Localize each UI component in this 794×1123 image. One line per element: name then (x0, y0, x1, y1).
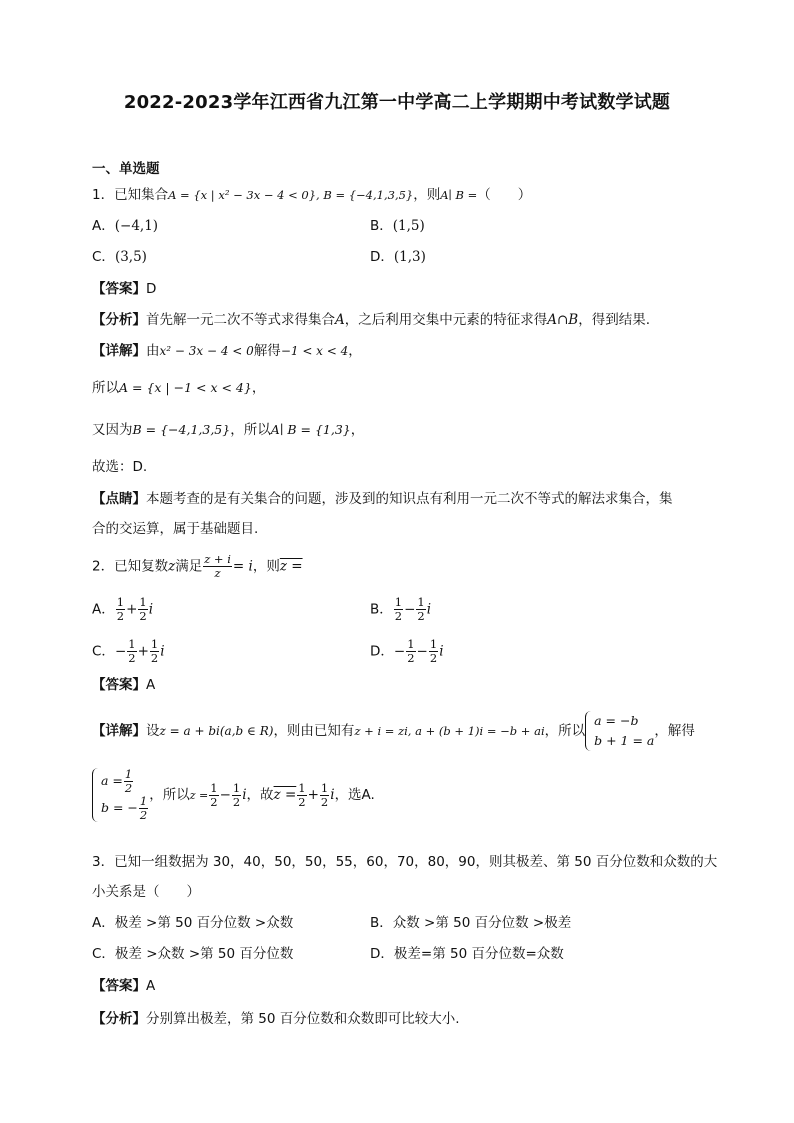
option-label: D． (370, 643, 394, 660)
operator: − (219, 787, 231, 803)
fraction (124, 768, 133, 795)
fraction (209, 782, 218, 809)
q1-stem-math: A = {x | x² − 3x − 4 < 0}, B = {−4,1,3,5} (168, 188, 414, 202)
fraction-denominator: 2 (232, 794, 241, 809)
q1-detail-line2 (92, 379, 265, 397)
fraction-denominator: 2 (116, 609, 125, 623)
detail-text: 所以 (92, 380, 119, 396)
q1-option-a-label: A． (92, 218, 115, 234)
q1-option-c (92, 248, 147, 266)
q1-detail-line3 (92, 421, 364, 439)
fraction (139, 795, 148, 822)
answer-tag: 【答案】 (92, 978, 146, 994)
q1-option-d-value: (1,3) (393, 249, 426, 265)
fraction-numerator: 1 (298, 780, 306, 795)
q1-option-b-label: B． (370, 218, 393, 234)
q1-stem-tail-math: A∣ B = (440, 188, 478, 202)
q2-detail (92, 711, 695, 751)
solution-row-b (101, 795, 149, 822)
analysis-math: A (335, 312, 345, 328)
equation-row: a = −b (594, 713, 639, 728)
fraction-numerator: z + i (204, 552, 231, 566)
fraction-denominator: 2 (210, 794, 218, 809)
operator: + (137, 643, 149, 660)
detail-text: ，故 (246, 787, 274, 803)
q1-option-b-value: (1,5) (392, 218, 425, 234)
fraction-numerator: 1 (417, 595, 425, 609)
fraction-numerator: 1 (116, 595, 125, 609)
analysis-text: 分别算出极差，第 50 百分位数和众数即可比较大小. (146, 1011, 460, 1027)
q2-option-b (370, 596, 431, 623)
imaginary-unit: i (439, 643, 444, 660)
fraction-numerator: 1 (320, 780, 329, 795)
q2-option-c (92, 638, 165, 665)
fraction-denominator: 2 (407, 651, 415, 665)
fraction-denominator: 2 (139, 808, 148, 822)
q1-answer (92, 280, 156, 298)
equation-system (585, 711, 654, 751)
detail-math: z = (189, 789, 209, 802)
q3-answer (92, 977, 155, 995)
q1-option-c-label: C． (92, 249, 115, 265)
imaginary-unit: i (242, 787, 247, 803)
q1-choose: 故选：D. (92, 459, 148, 475)
fraction-denominator: 2 (417, 609, 425, 623)
q1-option-c-value: (3,5) (114, 249, 147, 265)
imaginary-unit: i (148, 601, 154, 618)
q2-option-d (370, 638, 444, 665)
operator: + (126, 601, 138, 618)
fraction-numerator: 1 (139, 794, 148, 808)
solution-lhs: a = (101, 773, 123, 788)
q2-result (92, 768, 375, 822)
analysis-text: 首先解一元二次不等式求得集合 (146, 312, 335, 328)
brace (585, 711, 593, 751)
q1-stem-suffix: ，则 (413, 187, 441, 203)
analysis-text: ，之后利用交集中元素的特征求得 (344, 312, 548, 328)
detail-text: ，则由已知有 (273, 723, 355, 739)
fraction-denominator: 2 (150, 651, 159, 665)
operator: − (393, 643, 406, 660)
q1-stem-end: （ ） (477, 187, 532, 203)
solution-lhs: b = − (101, 800, 138, 815)
detail-math: A = {x | −1 < x < 4} (119, 380, 252, 395)
option-label: C． (92, 643, 115, 660)
detail-tag: 【详解】 (92, 343, 146, 359)
q1-option-d (370, 248, 426, 266)
equation-row: b + 1 = a (594, 733, 655, 748)
comment-tag: 【点睛】 (92, 491, 146, 507)
detail-math: −1 < x < 4 (280, 344, 349, 358)
fraction (416, 596, 425, 623)
q3-option-d: D．极差=第 50 百分位数=众数 (370, 946, 564, 962)
fraction-denominator: 2 (139, 609, 147, 623)
fraction-denominator: 2 (394, 609, 403, 623)
section-heading: 一、单选题 (92, 161, 160, 177)
imaginary-unit: i (426, 601, 432, 618)
q1-analysis (92, 311, 650, 329)
answer-tag: 【答案】 (92, 677, 146, 693)
fraction-denominator: 2 (128, 651, 136, 665)
q3-option-c: C．极差 >众数 >第 50 百分位数 (92, 946, 294, 962)
fraction (297, 782, 306, 809)
operator: − (416, 643, 428, 660)
answer-value: D (146, 281, 157, 297)
fraction-numerator: 1 (210, 780, 218, 795)
q1-option-a (92, 217, 158, 235)
q3-option-a: A．极差 >第 50 百分位数 >众数 (92, 915, 294, 931)
detail-text: ，所以 (544, 723, 586, 739)
fraction-denominator: 2 (320, 794, 329, 809)
solution-row-a (101, 768, 149, 795)
fraction (150, 638, 159, 665)
q2-stem-prefix: 2．已知复数 (92, 558, 169, 575)
q1-detail (92, 342, 362, 360)
q2-stem (92, 553, 303, 580)
detail-text: ，选A. (334, 787, 375, 803)
q3-option-b: B．众数 >第 50 百分位数 >极差 (370, 915, 572, 931)
fraction-denominator: 2 (429, 651, 438, 665)
comment-text: 本题考查的是有关集合的问题，涉及到的知识点有利用一元二次不等式的解法求集合，集 (146, 491, 673, 507)
fraction (127, 638, 136, 665)
detail-text: ，所以 (230, 422, 271, 438)
option-label: A． (92, 601, 115, 618)
fraction-numerator: 1 (139, 595, 147, 609)
detail-math: z + i = zi, a + (b + 1)i = −b + ai (354, 724, 545, 738)
operator: + (307, 787, 319, 803)
detail-text: ，解得 (654, 723, 695, 739)
q2-stem-conjugate: z = (279, 558, 303, 575)
q2-answer (92, 676, 155, 694)
q3-stem-line2: 小关系是（ ） (92, 884, 200, 900)
fraction-numerator: 1 (429, 637, 438, 651)
fraction (116, 596, 125, 623)
detail-math: z = a + bi(a,b ∈ R) (159, 724, 274, 738)
fraction (406, 638, 415, 665)
fraction-numerator: 1 (407, 637, 415, 651)
analysis-math: A∩B (547, 312, 579, 328)
answer-value: A (146, 978, 156, 994)
fraction (394, 596, 403, 623)
imaginary-unit: i (330, 787, 335, 803)
q3-analysis (92, 1010, 460, 1028)
q1-comment-line2: 合的交运算，属于基础题目. (92, 521, 259, 537)
analysis-text: ，得到结果. (578, 312, 651, 328)
detail-tag: 【详解】 (92, 723, 146, 739)
detail-text: ， (350, 422, 365, 438)
q2-stem-text: 满足 (175, 558, 203, 575)
imaginary-unit: i (160, 643, 165, 660)
q2-stem-var: z (168, 558, 176, 575)
fraction-numerator: 1 (232, 780, 241, 795)
operator: − (114, 643, 127, 660)
analysis-tag: 【分析】 (92, 312, 146, 328)
q1-option-b (370, 217, 425, 235)
detail-text: 由 (146, 343, 160, 359)
detail-math: z = (273, 787, 297, 803)
fraction-denominator: 2 (124, 781, 133, 795)
detail-math: x² − 3x − 4 < 0 (159, 344, 254, 358)
fraction-numerator: 1 (150, 637, 159, 651)
page-title: 2022-2023学年江西省九江第一中学高二上学期期中考试数学试题 (123, 92, 671, 113)
fraction (320, 782, 329, 809)
fraction-denominator: z (214, 566, 221, 580)
detail-text: 又因为 (92, 422, 133, 438)
answer-tag: 【答案】 (92, 281, 146, 297)
q2-stem-fraction (203, 553, 232, 580)
fraction-denominator: 2 (298, 794, 306, 809)
q1-option-d-label: D． (370, 249, 394, 265)
detail-text: ，所以 (149, 787, 190, 803)
fraction (429, 638, 438, 665)
solution-system (92, 768, 149, 822)
operator: − (404, 601, 416, 618)
q1-stem-prefix: 1．已知集合 (92, 187, 169, 203)
option-label: B． (370, 601, 393, 618)
fraction-numerator: 1 (124, 767, 133, 781)
q3-stem-line1: 3．已知一组数据为 30，40，50，50，55，60，70，80，90，则其极差、第 50 百分位数和众数的大 (92, 854, 718, 870)
q1-stem (92, 186, 531, 204)
q1-option-a-value: (−4,1) (114, 218, 159, 234)
fraction (138, 596, 147, 623)
q2-stem-text: ，则 (252, 558, 280, 575)
detail-text: 设 (146, 723, 160, 739)
detail-math: A∣ B = {1,3} (270, 422, 351, 437)
detail-math: B = {−4,1,3,5} (132, 422, 231, 437)
q1-comment-line1 (92, 490, 673, 508)
q2-option-a (92, 596, 153, 623)
detail-text: 解得 (253, 343, 281, 359)
analysis-tag: 【分析】 (92, 1011, 146, 1027)
q2-stem-math: = i (232, 558, 253, 575)
detail-text: ， (348, 343, 362, 359)
fraction-numerator: 1 (394, 595, 403, 609)
fraction-numerator: 1 (128, 637, 136, 651)
detail-text: ， (251, 380, 266, 396)
brace (92, 768, 100, 822)
answer-value: A (146, 677, 156, 693)
fraction (232, 782, 241, 809)
